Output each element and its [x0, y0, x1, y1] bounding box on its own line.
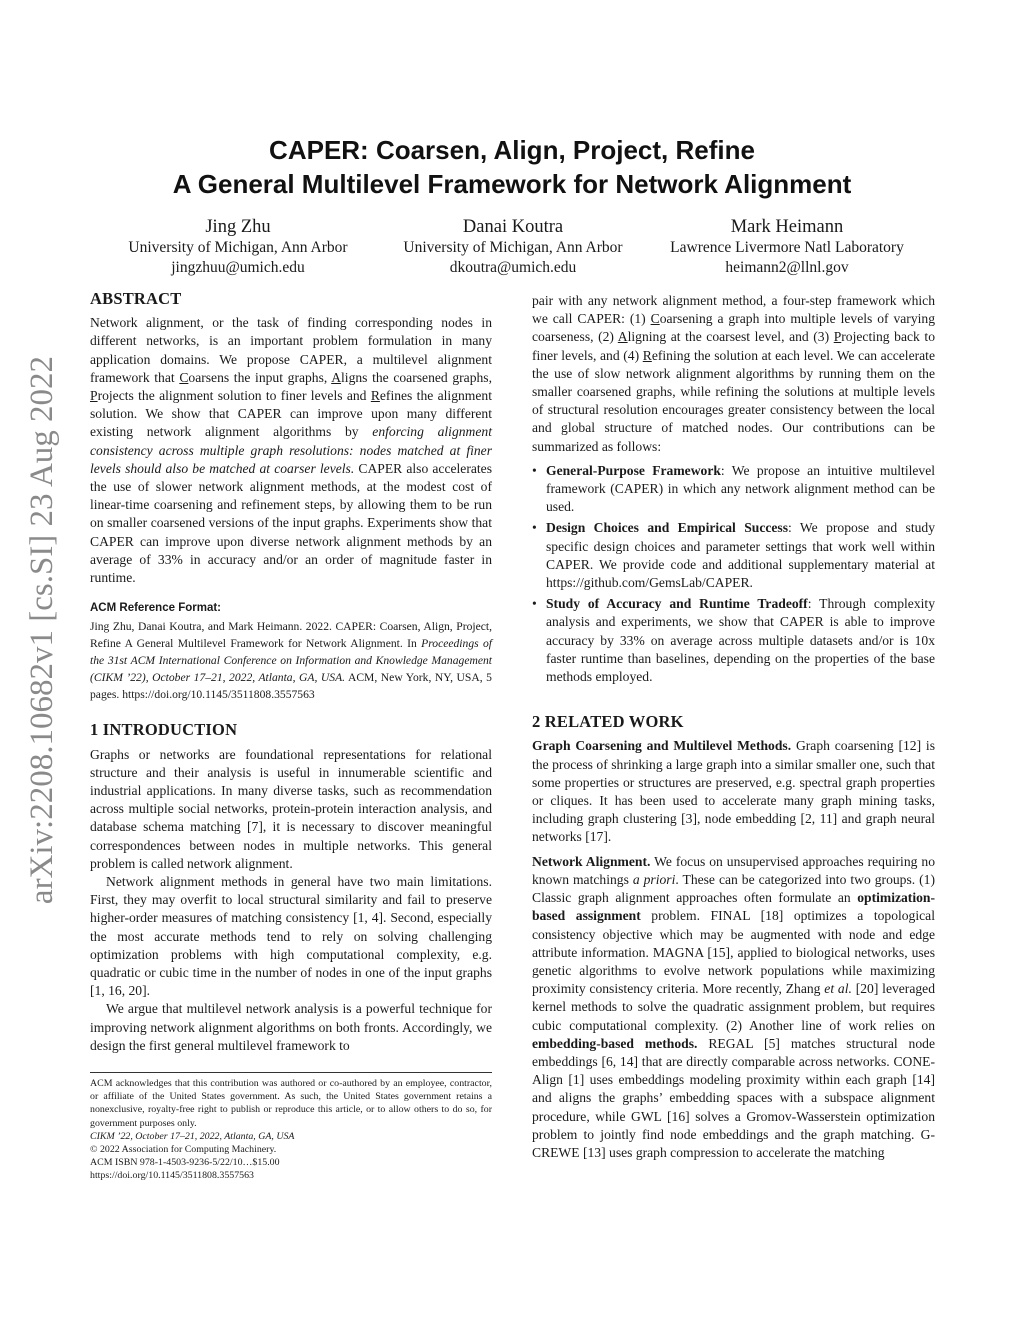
- list-item: • General-Purpose Framework: We propose an intuitive multilevel framework (CAPER) in which any network alignment method can be used.: [532, 462, 936, 515]
- paper-title-line-2: A General Multilevel Framework for Network Alignment: [172, 169, 852, 199]
- author-name: Mark Heimann: [730, 217, 844, 237]
- intro-paragraph-3: We argue that multilevel network analysis is a powerful technique for improving network alignment algorithms on both fronts. Accordingly, we design the first general multilevel framework to: [90, 1001, 492, 1053]
- contributions-list: [532, 462, 935, 686]
- footnote-permission: ACM acknowledges that this contribution was authored or co-authored by an employee, contractor, or affiliate of the United States government. As such, the United States government retains a nonexclusive, royalty-free right to publish or reproduce this article, or to allow others to do so, for government purposes only.: [90, 1078, 492, 1129]
- paper-title-line-1: CAPER: Coarsen, Align, Project, Refine: [269, 135, 755, 165]
- author-email: dkoutra@umich.edu: [449, 259, 577, 276]
- introduction-heading: 1 INTRODUCTION: [90, 720, 238, 740]
- footnote-doi: https://doi.org/10.1145/3511808.3557563: [90, 1170, 254, 1182]
- bullet-icon: •: [532, 596, 537, 612]
- related-alignment-paragraph: Network Alignment. We focus on unsupervised approaches requiring no known matchings a priori. These can be categorized into two groups. (1) Classic graph alignment approaches often formulate an optimization-based assignment problem. FINAL [18] optimizes a topological consistency objective which may be augmented with node and edge attribute information. MAGNA [15], applied to biological networks, uses genetic algorithms to evolve network populations while maximizing proximity consistency criteria. More recently, Zhang et al. [20] leveraged kernel methods to solve the quadratic assignment problem, but requires cubic computational complexity. (2) Another line of work relies on embedding-based methods. REGAL [5] matches structural node embeddings [6, 14] that are directly comparable across networks. CONE-Align [1] uses embeddings modeling proximity within each graph [14] and aligns the graphs’ embedding spaces with a subspace alignment procedure, while GWL [16] solves a Gromov-Wasserstein optimization problem to jointly find node embeddings and the graph matching. G-CREWE [13] uses graph compression to accelerate the matching: [532, 853, 935, 1160]
- abstract-body: Network alignment, or the task of finding corresponding nodes in different networks, is an important problem formulation in many application domains. We propose CAPER, a multilevel alignment framework that Coarsens the input graphs, Aligns the coarsened graphs, Projects the alignment solution to finer levels and Refines the alignment solution. We show that CAPER can improve upon many different existing network alignment algorithms by enforcing alignment consistency across multiple graph resolutions: nodes matched at finer levels should also be matched at coarser levels. CAPER also accelerates the use of slower network alignment methods, at the modest cost of linear-time coarsening and refinement steps, by allowing them to be run on smaller coarsened versions of the input graphs. Experiments show that CAPER can improve upon diverse network alignment methods by an average of 33% in accuracy and/or an order of magnitude faster in runtime.: [90, 315, 492, 586]
- footnote-block: [90, 1072, 492, 1183]
- list-item: • Design Choices and Empirical Success: We propose and study specific design choices and parameter settings that work well within CAPER. We provide code and additional supplementary material at https://github.com/GemsLab/CAPER.: [532, 520, 935, 591]
- left-column: [90, 290, 492, 1055]
- footnote-isbn: ACM ISBN 978-1-4503-9236-5/22/10…$15.00: [90, 1157, 280, 1169]
- abstract-heading: ABSTRACT: [90, 289, 182, 308]
- bullet-icon: •: [532, 462, 537, 478]
- related-coarsening-paragraph: Graph Coarsening and Multilevel Methods. Graph coarsening [12] is the process of shrinking a large graph into a similar smaller one, such that some properties or structures are preserved, e.g. spectral graph properties or cliques. It has been used to accelerate many graph mining tasks, including graph clustering [3], node embedding [2, 11] and graph neural networks [17].: [532, 738, 935, 845]
- list-item: • Study of Accuracy and Runtime Tradeoff: Through complexity analysis and experiments, we show that CAPER is able to improve accuracy by 33% on average across multiple datasets and/or is 10x faster runtime than baselines, depending on the properties of the base methods employed.: [532, 596, 935, 685]
- author-email: heimann2@llnl.gov: [725, 259, 849, 276]
- bullet-icon: •: [532, 520, 537, 536]
- author-affiliation: University of Michigan, Ann Arbor: [128, 239, 348, 256]
- right-column: [532, 292, 935, 1162]
- author-affiliation: University of Michigan, Ann Arbor: [403, 239, 623, 256]
- related-work-heading: 2 RELATED WORK: [532, 712, 684, 732]
- intro-paragraph-2: Network alignment methods in general have two main limitations. First, they may overfit to local structural similarity and fail to preserve higher-order measures of matching consistency [1, 4]. Second, especially the most accurate methods tend to rely on solving challenging optimization problems with high computational complexity, e.g. quadratic or cubic time in the number of nodes in one of the input graphs [1, 16, 20].: [90, 874, 492, 999]
- author-name: Danai Koutra: [462, 217, 564, 237]
- footnote-copyright: © 2022 Association for Computing Machinery.: [90, 1144, 277, 1156]
- author-affiliation: Lawrence Livermore Natl Laboratory: [670, 239, 904, 256]
- intro-continuation: pair with any network alignment method, a four-step framework which we call CAPER: (1) Coarsening a graph into multiple levels of varying coarseness, (2) Aligning at the coarsest level, and (3) Projecting back to finer levels, and (4) Refining the solution at each level. We can accelerate the use of slow network alignment algorithms by running them on the smaller coarsened graphs, while refining the solutions at multiple levels of structural resolution encourages greater consistency between the local and global structure of matched nodes. Our contributions can be summarized as follows:: [532, 293, 935, 454]
- author-block-3: [637, 216, 937, 278]
- acm-reference-heading: ACM Reference Format:: [90, 602, 221, 615]
- author-block-1: [88, 216, 388, 278]
- author-block-2: [363, 216, 663, 278]
- author-name: Jing Zhu: [205, 217, 271, 237]
- arxiv-identifier: arXiv:2208.10682v1 [cs.SI] 23 Aug 2022: [24, 355, 60, 905]
- author-email: jingzhuu@umich.edu: [171, 259, 305, 276]
- intro-paragraph-1: Graphs or networks are foundational representations for relational structure and their analysis is useful in innumerable scientific and industrial applications. In many diverse tasks, such as recommendation across multiple social networks, protein-protein interaction analysis, and database schema matching [7], it is necessary to discover meaningful correspondences between nodes in multiple networks. This general problem is called network alignment.: [90, 746, 492, 871]
- footnote-rule: [90, 1072, 492, 1073]
- footnote-venue: CIKM ’22, October 17–21, 2022, Atlanta, GA, USA: [90, 1130, 295, 1142]
- acm-reference-body: Jing Zhu, Danai Koutra, and Mark Heimann. 2022. CAPER: Coarsen, Align, Project, Refine A General Multilevel Framework for Network Alignment. In Proceedings of the 31st ACM International Conference on Information and Knowledge Management (CIKM ’22), October 17–21, 2022, Atlanta, GA, USA. ACM, New York, NY, USA, 5 pages. https://doi.org/10.1145/3511808.3557563: [90, 620, 492, 701]
